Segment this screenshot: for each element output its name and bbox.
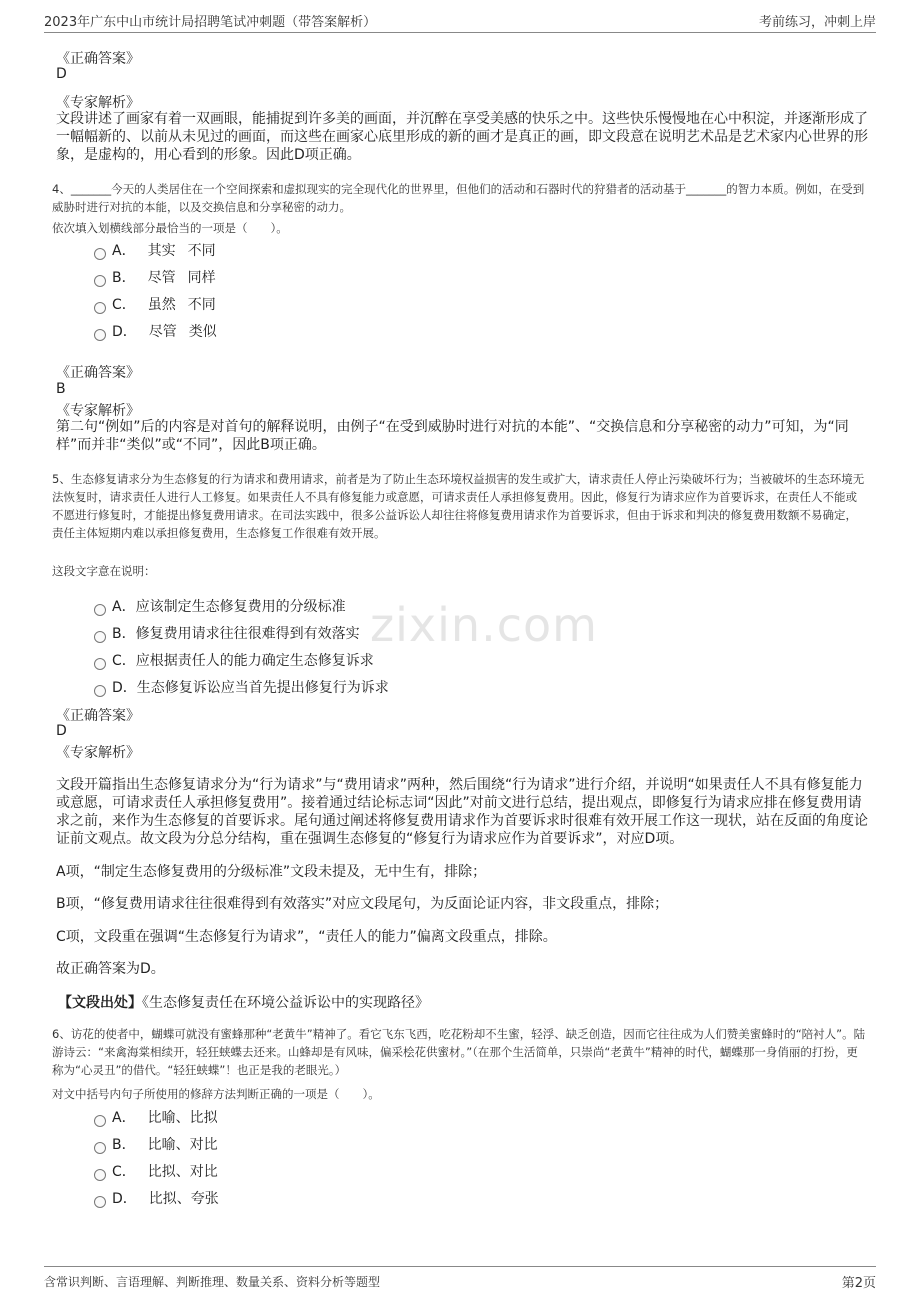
question-4-option-b[interactable]: B． 尽管 同样 bbox=[94, 267, 216, 287]
answer-label: 《正确答案》 bbox=[56, 365, 140, 381]
radio-button[interactable] bbox=[94, 275, 106, 287]
radio-button[interactable] bbox=[94, 1169, 106, 1181]
watermark: zixin.com bbox=[370, 598, 598, 652]
explanation-text: 文段讲述了画家有着一双画眼，能捕捉到许多美的画面，并沉醉在享受美感的快乐之中。这些快乐慢慢地在心中积淀，并逐渐形成了一幅幅新的、以前从未见过的画面，而这些在画家心底里形成的新的画才是真正的画，即文段意在说明艺术品是艺术家内心世界的形象，是虚构的，用心看到的形象。因此D项正确。 bbox=[56, 111, 868, 163]
answer-label: 《正确答案》 bbox=[56, 51, 140, 67]
answer-value: B bbox=[56, 381, 66, 397]
answer-label: 《正确答案》 bbox=[56, 708, 140, 724]
explanation-option-b: B项，“修复费用请求往往很难得到有效落实”对应文段尾句，为反面论证内容，非文段重点，排除； bbox=[56, 896, 669, 912]
radio-button[interactable] bbox=[94, 1196, 106, 1208]
radio-button[interactable] bbox=[94, 329, 106, 341]
radio-button[interactable] bbox=[94, 1115, 106, 1127]
question-4-prompt: 依次填入划横线部分最恰当的一项是（ ）。 bbox=[52, 221, 288, 235]
explanation-text: 第二句“例如”后的内容是对首句的解释说明，由例子“在受到威胁时进行对抗的本能”、“交换信息和分享秘密的动力”可知，为“同样”而并非“类似”或“不同”，因此B项正确。 bbox=[56, 419, 849, 453]
question-4-option-d[interactable]: D． 尽管 类似 bbox=[94, 321, 217, 341]
question-5-option-a[interactable]: A．应该制定生态修复费用的分级标准 bbox=[94, 596, 346, 616]
question-5-text: 5、生态修复请求分为生态修复的行为请求和费用请求，前者是为了防止生态环境权益损害的发生或扩大，请求责任人停止污染破坏行为；当被破坏的生态环境无法恢复时，请求责任人进行人工修复。如果责任人不具有修复能力或意愿，可请求责任人承担修复费用。因此，修复行为请求应作为首要诉求，在责任人不能或不愿进行修复时，才能提出修复费用请求。在司法实践中，很多公益诉讼人却往往将修复费用请求作为首要诉求，但由于诉求和判决的修复费用数额不易确定，责任主体短期内难以承担修复费用，生态修复工作很难有效开展。 bbox=[52, 472, 865, 540]
question-5-option-b[interactable]: B．修复费用请求往往很难得到有效落实 bbox=[94, 623, 360, 643]
answer-value: D bbox=[56, 723, 67, 739]
question-5-option-d[interactable]: D．生态修复诉讼应当首先提出修复行为诉求 bbox=[94, 677, 389, 697]
question-4-option-c[interactable]: C． 虽然 不同 bbox=[94, 294, 216, 314]
radio-button[interactable] bbox=[94, 1142, 106, 1154]
explanation-label: 《专家解析》 bbox=[56, 95, 140, 111]
radio-button[interactable] bbox=[94, 631, 106, 643]
question-6-option-a[interactable]: A． 比喻、比拟 bbox=[94, 1107, 218, 1127]
question-5-prompt: 这段文字意在说明： bbox=[52, 564, 156, 578]
header-slogan: 考前练习，冲刺上岸 bbox=[758, 15, 876, 30]
question-5-option-c[interactable]: C．应根据责任人的能力确定生态修复诉求 bbox=[94, 650, 374, 670]
question-6-option-b[interactable]: B． 比喻、对比 bbox=[94, 1134, 218, 1154]
final-answer: 故正确答案为D。 bbox=[56, 961, 165, 977]
page-number: 第2页 bbox=[841, 1276, 876, 1291]
radio-button[interactable] bbox=[94, 604, 106, 616]
question-6-text: 6、访花的使者中，蝴蝶可就没有蜜蜂那种“老黄牛”精神了。看它飞东飞西，吃花粉却不生蜜，轻浮、缺乏创造，因而它往往成为人们赞美蜜蜂时的“陪衬人”。陆游诗云：“来禽海棠相续开，轻狂蛱蝶去还来。山蜂却是有风味，偏采桧花供蜜材。”（在那个生活简单，只崇尚“老黄牛”精神的时代，蝴蝶那一身俏丽的打扮，更称为“心灵丑”的借代。“轻狂蛱蝶”！也正是我的老眼光。） bbox=[52, 1027, 866, 1077]
answer-value: D bbox=[56, 66, 67, 82]
question-6-prompt: 对文中括号内句子所使用的修辞方法判断正确的一项是（ ）。 bbox=[52, 1087, 380, 1101]
question-6-option-d[interactable]: D． 比拟、夸张 bbox=[94, 1188, 219, 1208]
page-footer bbox=[44, 1266, 876, 1291]
source-line bbox=[58, 992, 429, 1012]
question-4-text: 4、_______今天的人类居住在一个空间探索和虚拟现实的完全现代化的世界里，但他们的活动和石器时代的狩猎者的活动基于_______的智力本质。例如，在受到威胁时进行对抗的本能，以及交换信息和分享秘密的动力。 bbox=[52, 182, 865, 214]
explanation-label: 《专家解析》 bbox=[56, 403, 140, 419]
question-6-option-c[interactable]: C． 比拟、对比 bbox=[94, 1161, 218, 1181]
page-header bbox=[44, 8, 876, 33]
explanation-label: 《专家解析》 bbox=[56, 745, 140, 761]
explanation-text: 文段开篇指出生态修复请求分为“行为请求”与“费用请求”两种，然后围绕“行为请求”进行介绍，并说明“如果责任人不具有修复能力或意愿，可请求责任人承担修复费用”。接着通过结论标志词“因此”对前文进行总结，提出观点，即修复行为请求应排在修复费用请求之前，来作为生态修复的首要诉求。尾句通过阐述将修复费用请求作为首要诉求时很难有效开展工作这一现状，站在反面的角度论证前文观点。故文段为分总分结构，重在强调生态修复的“修复行为请求应作为首要诉求”，对应D项。 bbox=[56, 777, 868, 847]
radio-button[interactable] bbox=[94, 685, 106, 697]
footer-description: 含常识判断、言语理解、判断推理、数量关系、资料分析等题型 bbox=[44, 1275, 381, 1289]
explanation-option-c: C项，文段重在强调“生态修复行为请求”，“责任人的能力”偏离文段重点，排除。 bbox=[56, 929, 557, 945]
document-title: 2023年广东中山市统计局招聘笔试冲刺题（带答案解析） bbox=[44, 15, 377, 30]
explanation-option-a: A项，“制定生态修复费用的分级标准”文段未提及，无中生有，排除； bbox=[56, 864, 487, 880]
source-tag: 【文段出处】 bbox=[58, 995, 142, 1011]
radio-button[interactable] bbox=[94, 302, 106, 314]
radio-button[interactable] bbox=[94, 658, 106, 670]
radio-button[interactable] bbox=[94, 248, 106, 260]
source-title: 《生态修复责任在环境公益诉讼中的实现路径》 bbox=[142, 995, 429, 1011]
question-4-option-a[interactable]: A． 其实 不同 bbox=[94, 240, 216, 260]
